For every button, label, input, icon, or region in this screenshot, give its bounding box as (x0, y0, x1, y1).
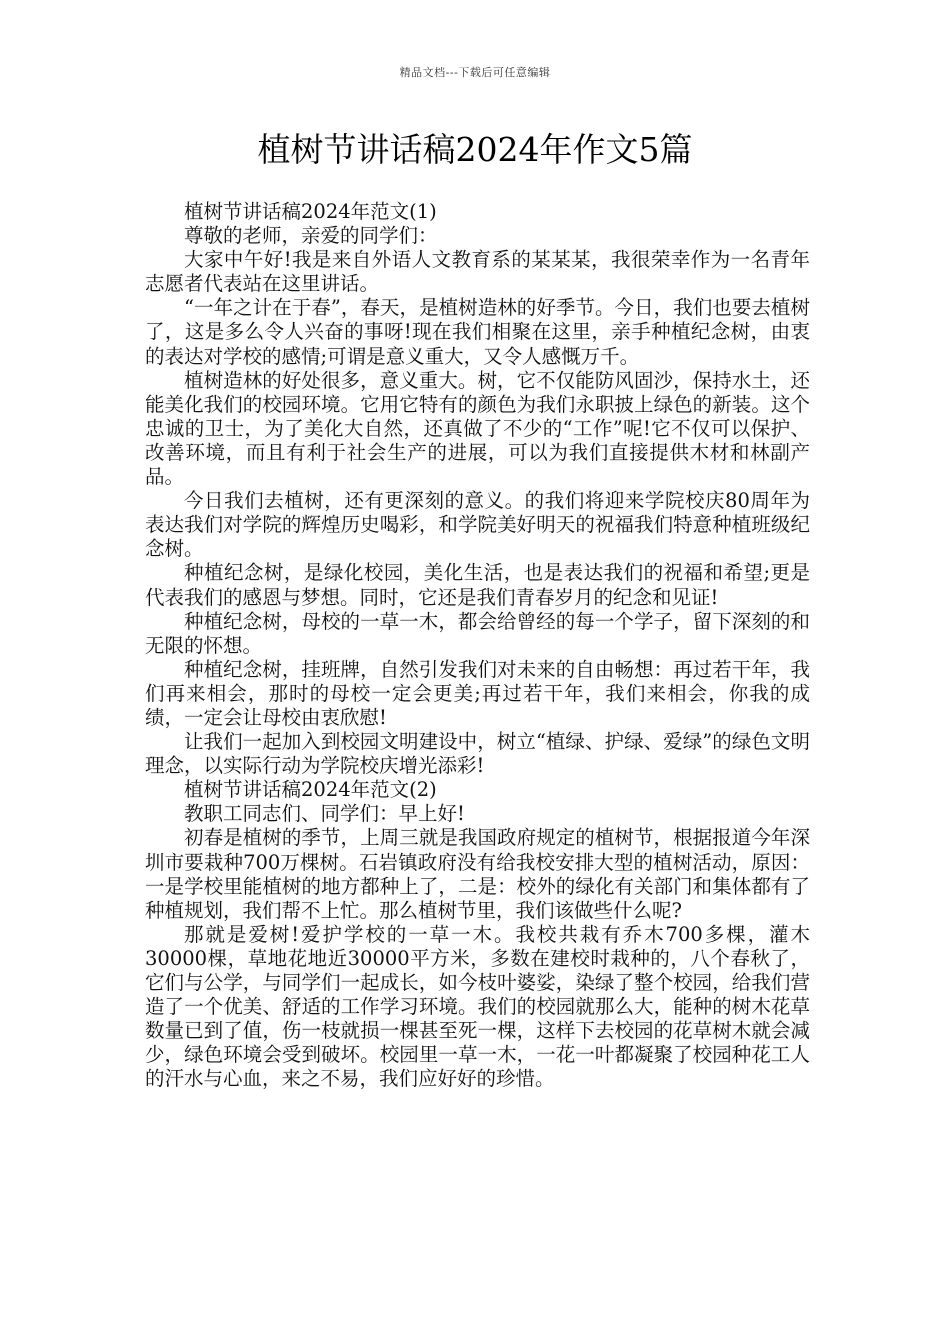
paragraph: 种植纪念树，是绿化校园，美化生活，也是表达我们的祝福和希望;更是代表我们的感恩与梦想。同时，它还是我们青春岁月的纪念和见证! (145, 561, 810, 609)
section-heading-1: 植树节讲话稿2024年范文(1) (184, 200, 437, 223)
page-header: 精品文档---下载后可任意编辑 (399, 66, 551, 79)
paragraph: 种植纪念树，挂班牌，自然引发我们对未来的自由畅想：再过若干年，我们再来相会，那时的母校一定会更美;再过若干年，我们来相会，你我的成绩，一定会让母校由衷欣慰! (145, 657, 810, 729)
paragraph: 植树造林的好处很多，意义重大。树，它不仅能防风固沙，保持水土，还能美化我们的校园环境。它用它特有的颜色为我们永职披上绿色的新装。这个忠诚的卫士，为了美化大自然，还真做了不少的“工作”呢!它不仅可以保护、改善环境，而且有利于社会生产的进展，可以为我们直接提供木材和林副产品。 (145, 368, 810, 489)
paragraph: 初春是植树的季节，上周三就是我国政府规定的植树节，根据报道今年深圳市要栽种700万棵树。石岩镇政府没有给我校安排大型的植树活动，原因：一是学校里能植树的地方都种上了，二是：校外的绿化有关部门和集体都有了种植规划，我们帮不上忙。那么植树节里，我们该做些什么呢? (145, 826, 810, 922)
salutation-2: 教职工同志们、同学们：早上好! (184, 802, 465, 826)
salutation-1: 尊敬的老师，亲爱的同学们： (184, 224, 438, 248)
paragraph: 让我们一起加入到校园文明建设中，树立“植绿、护绿、爱绿”的绿色文明理念，以实际行动为学院校庆增光添彩! (145, 730, 810, 778)
paragraph: “一年之计在于春”，春天，是植树造林的好季节。今日，我们也要去植树了，这是多么令人兴奋的事呀!现在我们相聚在这里，亲手种植纪念树，由衷的表达对学校的感情;可谓是意义重大，又令人感慨万千。 (145, 296, 810, 368)
section-heading-2: 植树节讲话稿2024年范文(2) (184, 778, 437, 802)
paragraph: 今日我们去植树，还有更深刻的意义。的我们将迎来学院校庆80周年为表达我们对学院的辉煌历史喝彩，和学院美好明天的祝福我们特意种植班级纪念树。 (145, 489, 810, 561)
document-body (145, 200, 810, 1091)
document-title: 植树节讲话稿2024年作文5篇 (257, 130, 693, 169)
paragraph: 大家中午好!我是来自外语人文教育系的某某某，我很荣幸作为一名青年志愿者代表站在这里讲话。 (145, 248, 810, 296)
paragraph: 那就是爱树!爱护学校的一草一木。我校共栽有乔木700多棵，灌木30000棵，草地花地近30000平方米，多数在建校时栽种的，八个春秋了，它们与公学，与同学们一起成长，如今枝叶婆娑，染绿了整个校园，给我们营造了一个优美、舒适的工作学习环境。我们的校园就那么大，能种的树木花草数量已到了值，伤一枝就损一棵甚至死一棵，这样下去校园的花草树木就会减少，绿色环境会受到破坏。校园里一草一木，一花一叶都凝聚了校园种花工人的汗水与心血，来之不易，我们应好好的珍惜。 (145, 922, 810, 1091)
paragraph: 种植纪念树，母校的一草一木，都会给曾经的每一个学子，留下深刻的和无限的怀想。 (145, 609, 810, 657)
